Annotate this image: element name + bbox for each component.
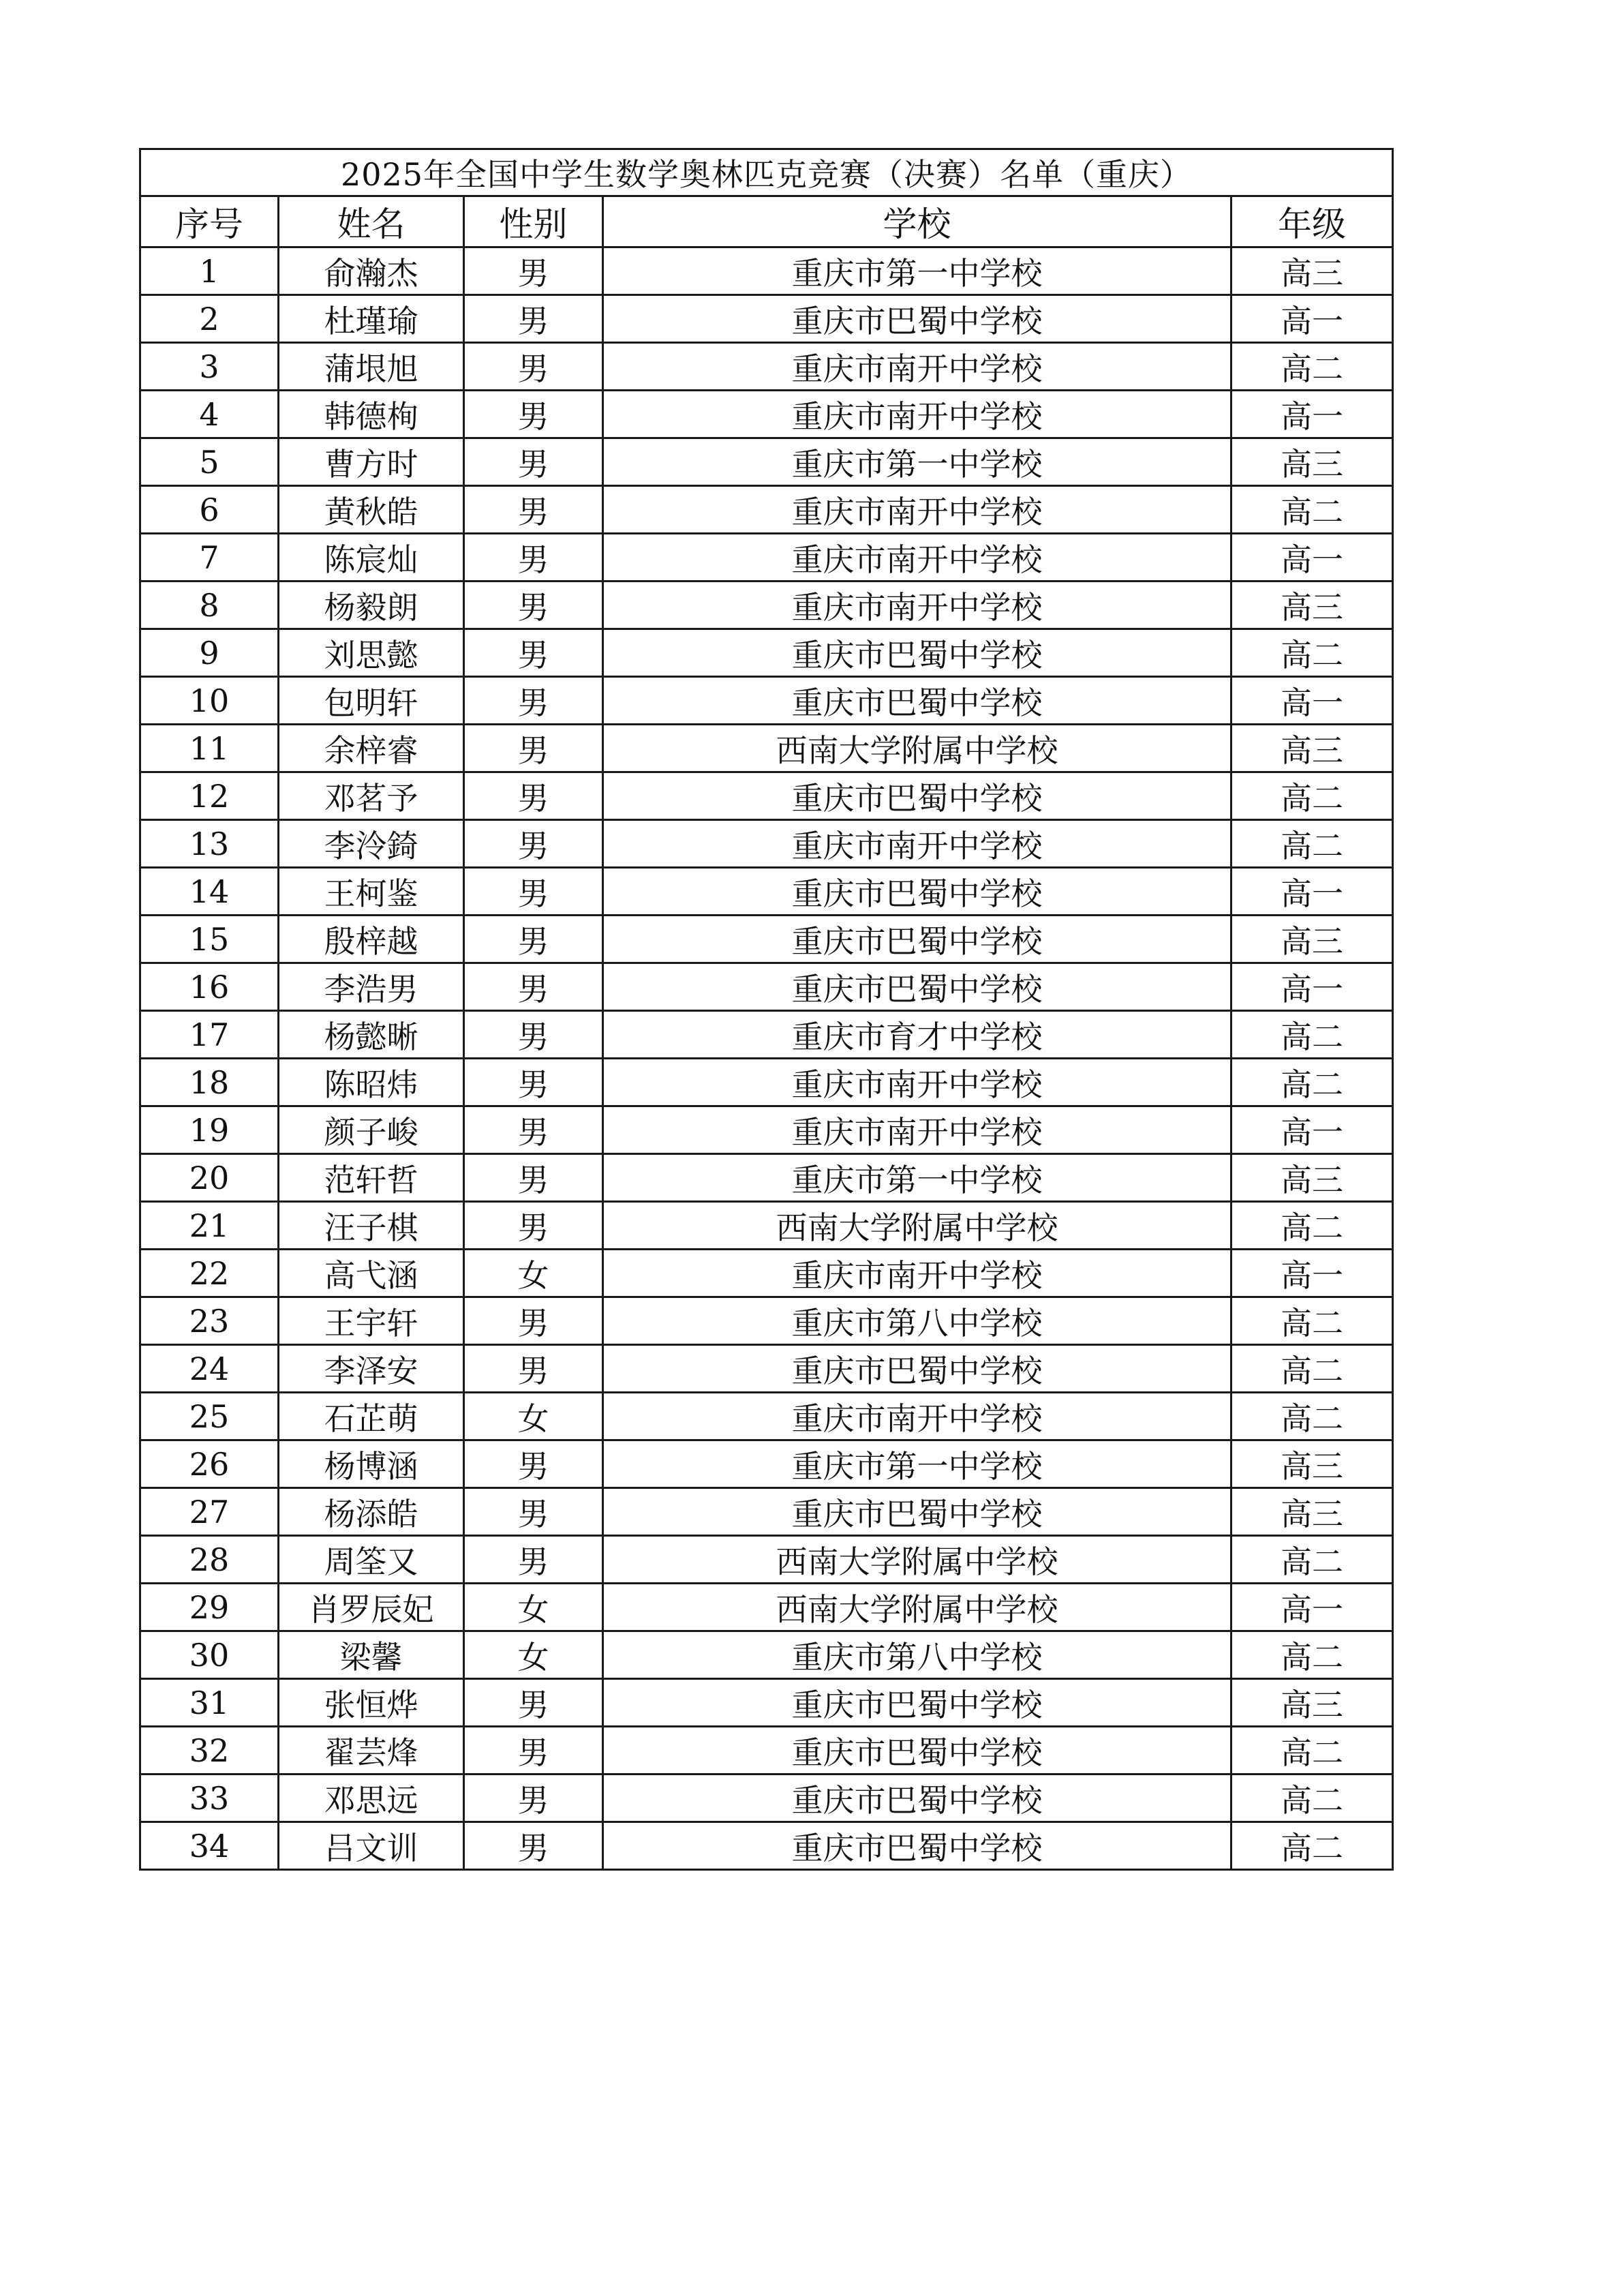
cell-school: 重庆市南开中学校 [603, 1106, 1231, 1154]
cell-name: 杨毅朗 [279, 581, 464, 629]
table-row [140, 1250, 1393, 1297]
cell-name: 翟芸烽 [279, 1727, 464, 1774]
cell-school: 重庆市巴蜀中学校 [603, 1727, 1231, 1774]
cell-name: 王柯鉴 [279, 868, 464, 916]
cell-gender: 男 [464, 1106, 603, 1154]
cell-no: 24 [140, 1345, 279, 1393]
table-row [140, 1584, 1393, 1631]
cell-name: 肖罗辰妃 [279, 1584, 464, 1631]
cell-grade: 高二 [1231, 1822, 1393, 1870]
cell-no: 8 [140, 581, 279, 629]
cell-school: 重庆市第八中学校 [603, 1631, 1231, 1679]
cell-grade: 高二 [1231, 343, 1393, 391]
cell-gender: 男 [464, 295, 603, 343]
cell-name: 杨博涵 [279, 1440, 464, 1488]
cell-grade: 高二 [1231, 1059, 1393, 1106]
cell-gender: 男 [464, 1154, 603, 1202]
cell-no: 17 [140, 1011, 279, 1059]
cell-school: 重庆市巴蜀中学校 [603, 295, 1231, 343]
cell-school: 重庆市南开中学校 [603, 581, 1231, 629]
table-row [140, 247, 1393, 295]
cell-gender: 女 [464, 1393, 603, 1440]
table-row [140, 581, 1393, 629]
table-row [140, 1536, 1393, 1584]
cell-name: 范轩哲 [279, 1154, 464, 1202]
cell-gender: 男 [464, 916, 603, 963]
column-header-grade: 年级 [1231, 196, 1393, 247]
cell-no: 18 [140, 1059, 279, 1106]
table-row [140, 963, 1393, 1011]
cell-grade: 高二 [1231, 1631, 1393, 1679]
cell-name: 韩德栒 [279, 391, 464, 438]
cell-school: 重庆市巴蜀中学校 [603, 916, 1231, 963]
table-row [140, 820, 1393, 868]
table-row [140, 1440, 1393, 1488]
cell-name: 包明轩 [279, 677, 464, 725]
cell-no: 16 [140, 963, 279, 1011]
cell-grade: 高三 [1231, 247, 1393, 295]
cell-grade: 高二 [1231, 1297, 1393, 1345]
column-header-gender: 性别 [464, 196, 603, 247]
cell-no: 21 [140, 1202, 279, 1250]
cell-no: 10 [140, 677, 279, 725]
roster-table [139, 148, 1394, 1871]
header-row [140, 196, 1393, 247]
cell-gender: 男 [464, 1488, 603, 1536]
table-row [140, 343, 1393, 391]
table-row [140, 677, 1393, 725]
cell-gender: 男 [464, 963, 603, 1011]
cell-no: 7 [140, 534, 279, 581]
cell-grade: 高一 [1231, 1106, 1393, 1154]
cell-school: 西南大学附属中学校 [603, 1202, 1231, 1250]
cell-gender: 女 [464, 1584, 603, 1631]
cell-grade: 高二 [1231, 629, 1393, 677]
cell-school: 西南大学附属中学校 [603, 1536, 1231, 1584]
cell-no: 13 [140, 820, 279, 868]
cell-no: 34 [140, 1822, 279, 1870]
cell-no: 15 [140, 916, 279, 963]
cell-gender: 女 [464, 1250, 603, 1297]
table-row [140, 1297, 1393, 1345]
cell-no: 9 [140, 629, 279, 677]
cell-grade: 高二 [1231, 820, 1393, 868]
cell-name: 陈宸灿 [279, 534, 464, 581]
column-header-no: 序号 [140, 196, 279, 247]
cell-name: 张恒烨 [279, 1679, 464, 1727]
roster-body [140, 247, 1393, 1870]
cell-grade: 高二 [1231, 486, 1393, 534]
cell-name: 陈昭炜 [279, 1059, 464, 1106]
cell-gender: 男 [464, 1297, 603, 1345]
cell-name: 余梓睿 [279, 725, 464, 772]
cell-gender: 男 [464, 677, 603, 725]
table-row [140, 1154, 1393, 1202]
cell-gender: 男 [464, 1345, 603, 1393]
cell-grade: 高三 [1231, 1440, 1393, 1488]
cell-no: 29 [140, 1584, 279, 1631]
cell-no: 20 [140, 1154, 279, 1202]
table-row [140, 534, 1393, 581]
cell-name: 殷梓越 [279, 916, 464, 963]
table-row [140, 629, 1393, 677]
cell-school: 重庆市南开中学校 [603, 486, 1231, 534]
cell-name: 曹方时 [279, 438, 464, 486]
cell-grade: 高三 [1231, 581, 1393, 629]
cell-school: 西南大学附属中学校 [603, 725, 1231, 772]
cell-no: 19 [140, 1106, 279, 1154]
cell-school: 重庆市第一中学校 [603, 438, 1231, 486]
cell-gender: 男 [464, 1822, 603, 1870]
cell-gender: 男 [464, 820, 603, 868]
cell-name: 李泽安 [279, 1345, 464, 1393]
cell-grade: 高一 [1231, 963, 1393, 1011]
cell-name: 黄秋皓 [279, 486, 464, 534]
cell-school: 重庆市第八中学校 [603, 1297, 1231, 1345]
cell-gender: 男 [464, 1011, 603, 1059]
cell-grade: 高一 [1231, 1250, 1393, 1297]
cell-grade: 高二 [1231, 1727, 1393, 1774]
cell-school: 西南大学附属中学校 [603, 1584, 1231, 1631]
cell-grade: 高二 [1231, 1011, 1393, 1059]
table-row [140, 1202, 1393, 1250]
cell-name: 颜子峻 [279, 1106, 464, 1154]
table-row [140, 295, 1393, 343]
cell-gender: 男 [464, 629, 603, 677]
cell-name: 李泠錡 [279, 820, 464, 868]
cell-name: 李浩男 [279, 963, 464, 1011]
cell-grade: 高三 [1231, 438, 1393, 486]
cell-school: 重庆市巴蜀中学校 [603, 1822, 1231, 1870]
cell-school: 重庆市巴蜀中学校 [603, 1679, 1231, 1727]
cell-gender: 男 [464, 772, 603, 820]
table-row [140, 486, 1393, 534]
cell-grade: 高二 [1231, 1774, 1393, 1822]
cell-name: 汪子棋 [279, 1202, 464, 1250]
cell-gender: 男 [464, 1774, 603, 1822]
table-row [140, 1679, 1393, 1727]
cell-name: 邓茗予 [279, 772, 464, 820]
cell-no: 23 [140, 1297, 279, 1345]
cell-grade: 高三 [1231, 1154, 1393, 1202]
cell-grade: 高三 [1231, 1679, 1393, 1727]
cell-grade: 高一 [1231, 868, 1393, 916]
cell-no: 12 [140, 772, 279, 820]
table-row [140, 1727, 1393, 1774]
cell-gender: 男 [464, 247, 603, 295]
table-row [140, 1631, 1393, 1679]
cell-no: 27 [140, 1488, 279, 1536]
cell-school: 重庆市第一中学校 [603, 247, 1231, 295]
cell-no: 2 [140, 295, 279, 343]
cell-school: 重庆市第一中学校 [603, 1440, 1231, 1488]
cell-name: 蒲垠旭 [279, 343, 464, 391]
table-row [140, 1393, 1393, 1440]
cell-gender: 男 [464, 391, 603, 438]
cell-no: 33 [140, 1774, 279, 1822]
cell-no: 14 [140, 868, 279, 916]
cell-gender: 男 [464, 1059, 603, 1106]
table-row [140, 391, 1393, 438]
cell-gender: 男 [464, 534, 603, 581]
cell-school: 重庆市巴蜀中学校 [603, 1345, 1231, 1393]
cell-name: 杨添皓 [279, 1488, 464, 1536]
cell-grade: 高二 [1231, 1202, 1393, 1250]
cell-grade: 高二 [1231, 1345, 1393, 1393]
title-row [140, 149, 1393, 196]
cell-gender: 男 [464, 868, 603, 916]
cell-no: 22 [140, 1250, 279, 1297]
cell-school: 重庆市南开中学校 [603, 534, 1231, 581]
cell-grade: 高三 [1231, 1488, 1393, 1536]
table-row [140, 438, 1393, 486]
cell-name: 俞瀚杰 [279, 247, 464, 295]
cell-grade: 高一 [1231, 391, 1393, 438]
cell-school: 重庆市南开中学校 [603, 1250, 1231, 1297]
cell-school: 重庆市巴蜀中学校 [603, 1488, 1231, 1536]
cell-no: 5 [140, 438, 279, 486]
cell-gender: 男 [464, 1679, 603, 1727]
cell-grade: 高二 [1231, 1536, 1393, 1584]
cell-school: 重庆市南开中学校 [603, 1059, 1231, 1106]
table-row [140, 1488, 1393, 1536]
table-row [140, 1059, 1393, 1106]
cell-grade: 高三 [1231, 916, 1393, 963]
cell-school: 重庆市巴蜀中学校 [603, 1774, 1231, 1822]
column-header-school: 学校 [603, 196, 1231, 247]
cell-no: 6 [140, 486, 279, 534]
cell-no: 31 [140, 1679, 279, 1727]
cell-gender: 男 [464, 1536, 603, 1584]
cell-grade: 高一 [1231, 1584, 1393, 1631]
cell-grade: 高二 [1231, 1393, 1393, 1440]
cell-name: 吕文训 [279, 1822, 464, 1870]
cell-name: 周筌又 [279, 1536, 464, 1584]
cell-grade: 高一 [1231, 677, 1393, 725]
cell-school: 重庆市育才中学校 [603, 1011, 1231, 1059]
cell-name: 刘思懿 [279, 629, 464, 677]
table-title: 2025年全国中学生数学奥林匹克竞赛（决赛）名单（重庆） [140, 149, 1393, 196]
cell-school: 重庆市南开中学校 [603, 343, 1231, 391]
table-row [140, 1345, 1393, 1393]
cell-name: 杜瑾瑜 [279, 295, 464, 343]
cell-school: 重庆市巴蜀中学校 [603, 677, 1231, 725]
cell-name: 高弋涵 [279, 1250, 464, 1297]
cell-no: 28 [140, 1536, 279, 1584]
table-row [140, 1822, 1393, 1870]
cell-name: 梁馨 [279, 1631, 464, 1679]
cell-gender: 男 [464, 581, 603, 629]
cell-no: 4 [140, 391, 279, 438]
cell-school: 重庆市巴蜀中学校 [603, 963, 1231, 1011]
cell-gender: 男 [464, 1727, 603, 1774]
table-row [140, 1011, 1393, 1059]
cell-no: 30 [140, 1631, 279, 1679]
table-row [140, 1106, 1393, 1154]
column-header-name: 姓名 [279, 196, 464, 247]
cell-gender: 男 [464, 1440, 603, 1488]
cell-gender: 男 [464, 1202, 603, 1250]
cell-grade: 高二 [1231, 772, 1393, 820]
cell-school: 重庆市第一中学校 [603, 1154, 1231, 1202]
cell-grade: 高一 [1231, 534, 1393, 581]
cell-grade: 高三 [1231, 725, 1393, 772]
cell-name: 杨懿晰 [279, 1011, 464, 1059]
cell-no: 26 [140, 1440, 279, 1488]
cell-gender: 男 [464, 343, 603, 391]
table-row [140, 916, 1393, 963]
cell-gender: 女 [464, 1631, 603, 1679]
cell-school: 重庆市巴蜀中学校 [603, 772, 1231, 820]
cell-no: 1 [140, 247, 279, 295]
cell-name: 石芷萌 [279, 1393, 464, 1440]
table-row [140, 772, 1393, 820]
cell-school: 重庆市巴蜀中学校 [603, 868, 1231, 916]
table-row [140, 725, 1393, 772]
cell-name: 邓思远 [279, 1774, 464, 1822]
cell-gender: 男 [464, 725, 603, 772]
cell-no: 25 [140, 1393, 279, 1440]
cell-gender: 男 [464, 438, 603, 486]
cell-no: 32 [140, 1727, 279, 1774]
table-row [140, 1774, 1393, 1822]
cell-school: 重庆市南开中学校 [603, 820, 1231, 868]
cell-school: 重庆市南开中学校 [603, 391, 1231, 438]
table-row [140, 868, 1393, 916]
cell-no: 11 [140, 725, 279, 772]
cell-no: 3 [140, 343, 279, 391]
cell-school: 重庆市南开中学校 [603, 1393, 1231, 1440]
cell-gender: 男 [464, 486, 603, 534]
cell-school: 重庆市巴蜀中学校 [603, 629, 1231, 677]
cell-grade: 高一 [1231, 295, 1393, 343]
cell-name: 王宇轩 [279, 1297, 464, 1345]
